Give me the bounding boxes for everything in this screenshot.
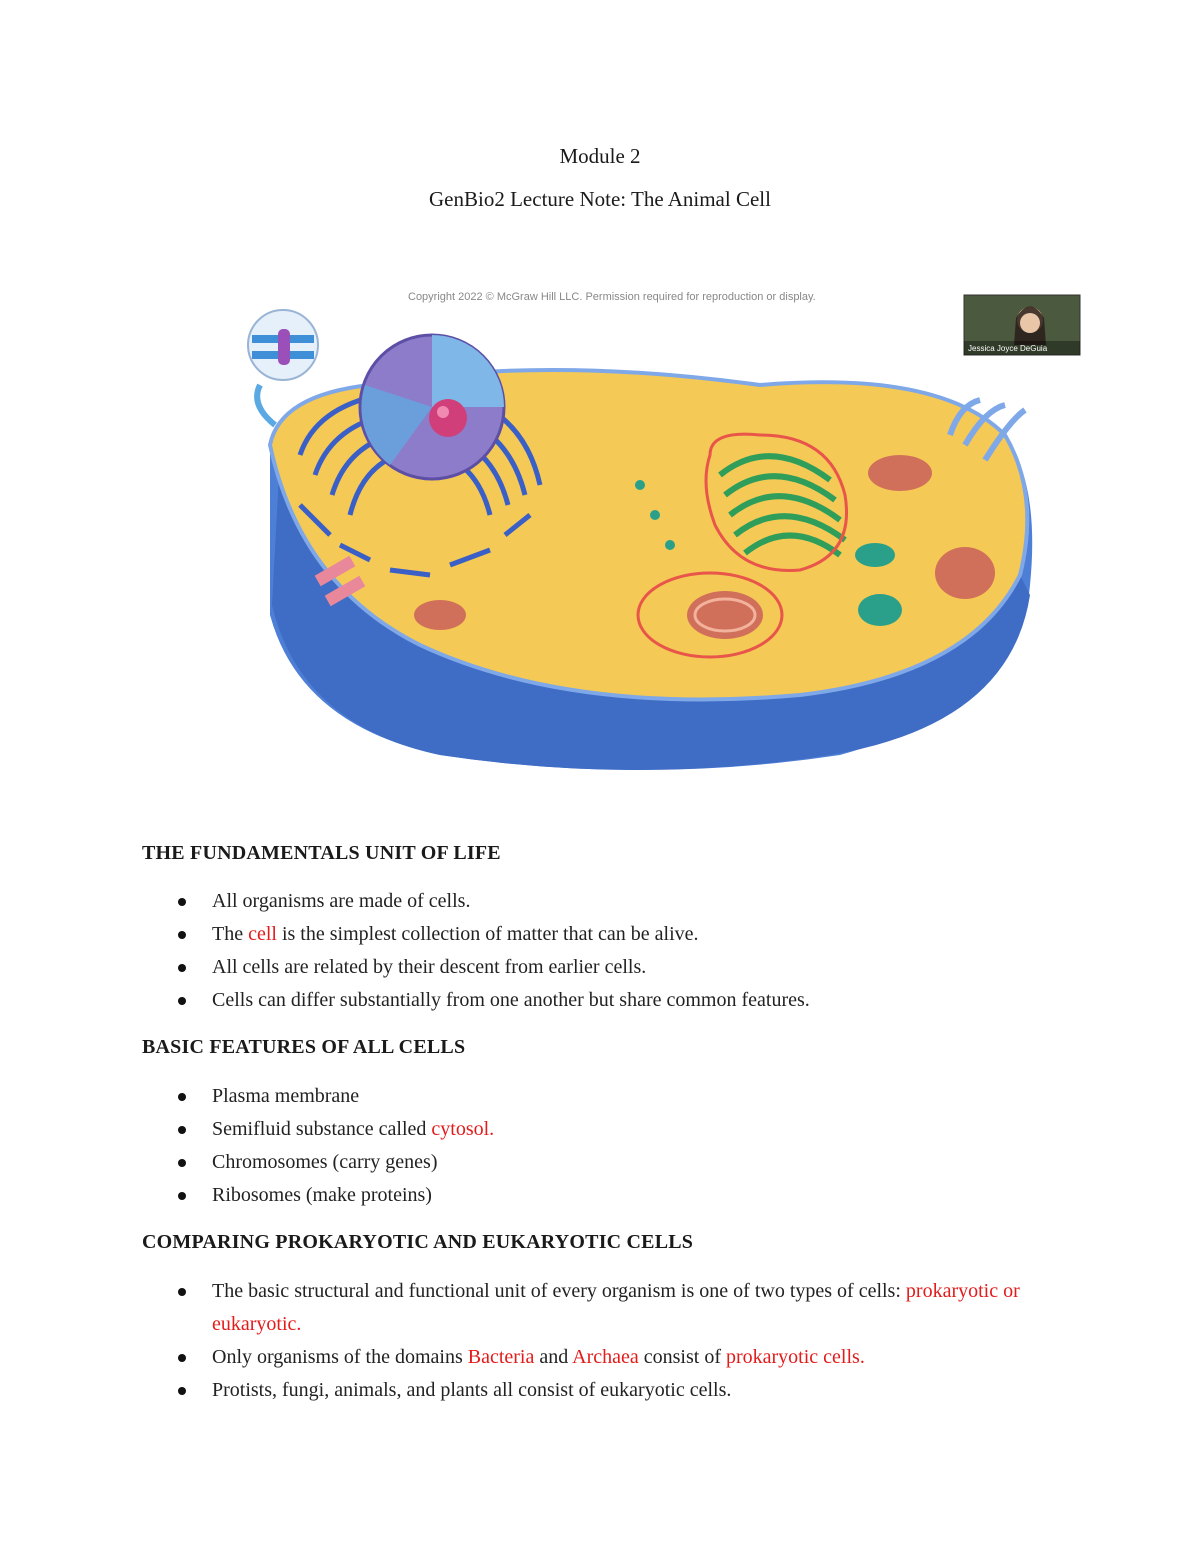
section-heading-basic-features: BASIC FEATURES OF ALL CELLS: [142, 1036, 466, 1058]
figure-copyright: Copyright 2022 © McGraw Hill LLC. Permission required for reproduction or display.: [408, 291, 816, 303]
nucleus: [360, 335, 504, 479]
list-item: Only organisms of the domains Bacteria and Archaea consist of prokaryotic cells.: [142, 1341, 1102, 1374]
list-item: Protists, fungi, animals, and plants all consist of eukaryotic cells.: [142, 1374, 1102, 1407]
page-title: GenBio2 Lecture Note: The Animal Cell: [429, 187, 771, 211]
list-basic-features: [142, 1080, 1102, 1212]
webcam-name-label: Jessica Joyce DeGuia: [968, 344, 1048, 353]
list-item: Cells can differ substantially from one another but share common features.: [142, 984, 1102, 1017]
list-item: Semifluid substance called cytosol.: [142, 1113, 1102, 1146]
section-heading-comparing-cells: COMPARING PROKARYOTIC AND EUKARYOTIC CELLS: [142, 1231, 694, 1253]
list-item: Chromosomes (carry genes): [142, 1146, 1102, 1179]
list-item: The cell is the simplest collection of matter that can be alive.: [142, 918, 1102, 951]
list-item: The basic structural and functional unit of every organism is one of two types of cells: prokaryotic or eukaryotic.: [142, 1275, 1102, 1341]
webcam-thumbnail: [964, 295, 1080, 355]
list-comparing-cells: [142, 1275, 1102, 1407]
list-item: Plasma membrane: [142, 1080, 1102, 1113]
list-item: All cells are related by their descent from earlier cells.: [142, 951, 1102, 984]
list-fundamentals: [142, 885, 1102, 1017]
list-item: Ribosomes (make proteins): [142, 1179, 1102, 1212]
list-item: All organisms are made of cells.: [142, 885, 1102, 918]
animal-cell-figure: [240, 285, 1100, 780]
section-heading-fundamentals: THE FUNDAMENTALS UNIT OF LIFE: [142, 842, 501, 864]
module-title: Module 2: [559, 144, 641, 168]
